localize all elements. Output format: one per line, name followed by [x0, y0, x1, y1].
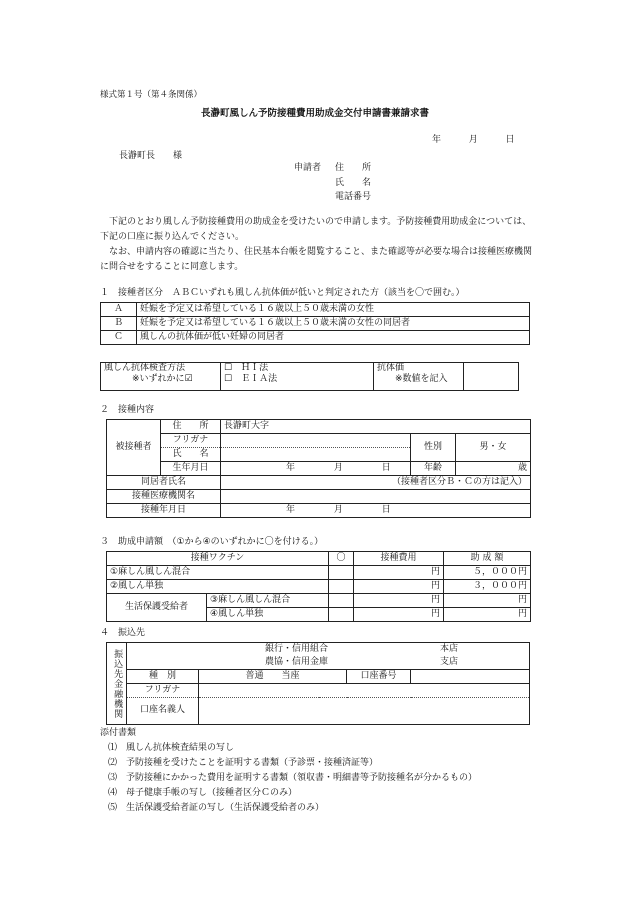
furigana-label: フリガナ [161, 434, 221, 448]
bank-name-field[interactable] [127, 643, 530, 670]
attachments-heading: 添付書類 [100, 728, 137, 738]
section2-heading: ２ 接種内容 [100, 405, 155, 415]
vd-day: 日 [381, 504, 391, 515]
test-method-options [221, 363, 374, 391]
name-field[interactable] [221, 448, 411, 462]
recipient-label: 被接種者 [107, 420, 161, 476]
col-amount-header: 助 成 額 [444, 552, 531, 566]
holder-furigana-label: フリガナ [127, 684, 199, 698]
section3-heading: ３ 助成申請額 （①から④のいずれかに〇を付ける。） [100, 537, 324, 547]
test-method-label: 風しん抗体検査方法 [104, 363, 186, 373]
attachment-item: ⑶ 予防接種にかかった費用を証明する書類（領収書・明細書等予防接種名が分かるもの） [108, 773, 478, 783]
applicant-phone-label: 電話番号 [335, 192, 372, 202]
attachment-item: ⑵ 予防接種を受けたことを証明する書類（予診票・接種済証等） [108, 758, 379, 768]
category-text: 風しんの抗体価が低い妊婦の同居者 [137, 331, 530, 345]
dob-field[interactable] [221, 462, 411, 476]
date-year: 年 [432, 135, 442, 145]
address-field[interactable]: 長瀞町大字 [221, 420, 531, 434]
eia-method-checkbox[interactable]: ☐ ＥＩＡ法 [224, 374, 278, 385]
attachment-item: ⑸ 生活保護受給者証の写し（生活保護受給者のみ） [108, 803, 325, 813]
vd-month: 月 [333, 504, 343, 515]
cost-field[interactable]: 円 [354, 594, 444, 608]
category-key: Ａ [101, 303, 137, 317]
document-title: 長瀞町風しん予防接種費用助成金交付申請書兼請求書 [200, 108, 429, 119]
account-type-field[interactable]: 普通 当座 [199, 670, 347, 684]
dob-day: 日 [381, 462, 391, 473]
applicant-address-label: 住 所 [335, 163, 372, 173]
col-vaccine-header: 接種ワクチン [107, 552, 329, 566]
category-key: Ｃ [101, 331, 137, 345]
category-row-a [101, 303, 530, 317]
agri-label: 農協・信用金庫 [265, 657, 329, 667]
category-text: 妊娠を予定又は希望している１６歳以上５０歳未満の女性 [137, 303, 530, 317]
vaccine-option: ②風しん単独 [107, 580, 329, 594]
account-holder-field[interactable] [199, 698, 530, 725]
addressee: 長瀞町長 様 [119, 151, 183, 161]
bank-union-label: 銀行・信用組合 [265, 644, 329, 654]
subsidy-amount: ３，０００円 [444, 580, 531, 594]
subsidy-row [107, 594, 531, 608]
welfare-label: 生活保護受給者 [107, 594, 207, 622]
titer-cell [374, 363, 464, 391]
col-mark-header: 〇 [329, 552, 354, 566]
subsidy-amount-field[interactable]: 円 [444, 608, 531, 622]
subsidy-amount-table [106, 551, 531, 622]
recipient-category-table [100, 302, 530, 345]
test-method-note: ※いずれかに☑ [132, 374, 193, 385]
sex-label: 性別 [411, 434, 456, 462]
subsidy-amount-field[interactable]: 円 [444, 594, 531, 608]
applicant-name-label: 氏 名 [335, 178, 372, 188]
vaccine-option: ③麻しん風しん混合 [207, 594, 329, 608]
cost-field[interactable]: 円 [354, 566, 444, 580]
category-text: 妊娠を予定又は希望している１６歳以上５０歳未満の女性の同居者 [137, 317, 530, 331]
bank-account-table [106, 642, 530, 725]
account-holder-label: 口座名義人 [127, 698, 199, 725]
category-row-c [101, 331, 530, 345]
dob-label: 生年月日 [161, 462, 221, 476]
cohabitant-label: 同居者氏名 [107, 476, 221, 490]
col-cost-header: 接種費用 [354, 552, 444, 566]
bank-side-label: 振込先金融機関 [107, 643, 127, 725]
vaccination-date-field[interactable] [221, 504, 531, 518]
form-number: 様式第１号（第４条関係） [100, 90, 203, 100]
select-mark-field[interactable] [329, 594, 354, 608]
date-day: 日 [505, 135, 515, 145]
applicant-label: 申請者 [294, 163, 322, 173]
attachment-item: ⑷ 母子健康手帳の写し（接種者区分Ｃのみ） [108, 788, 298, 798]
attachment-item: ⑴ 風しん抗体検査結果の写し [108, 743, 235, 753]
antibody-test-table [100, 362, 519, 391]
branch-label: 支店 [440, 657, 459, 667]
account-number-label: 口座番号 [347, 670, 411, 684]
date-month: 月 [468, 135, 478, 145]
category-key: Ｂ [101, 317, 137, 331]
vaccination-date-label: 接種年月日 [107, 504, 221, 518]
test-method-cell [101, 363, 221, 391]
sex-field[interactable]: 男・女 [456, 434, 531, 462]
facility-label: 接種医療機関名 [107, 490, 221, 504]
vd-year: 年 [286, 504, 296, 515]
cohabitant-field[interactable]: （接種者区分Ｂ・Ｃの方は記入） [221, 476, 531, 490]
subsidy-row [107, 566, 531, 580]
age-label: 年齢 [411, 462, 456, 476]
section4-heading: ４ 振込先 [100, 628, 146, 638]
select-mark-field[interactable] [329, 608, 354, 622]
furigana-field[interactable] [221, 434, 411, 448]
head-office-label: 本店 [440, 644, 459, 654]
vaccine-option: ①麻しん風しん混合 [107, 566, 329, 580]
section1-heading: １ 接種者区分 ＡＢＣいずれも風しん抗体価が低いと判定された方（該当を〇で囲む。） [100, 288, 465, 298]
category-row-b [101, 317, 530, 331]
date-line [432, 135, 515, 146]
intro-paragraph-1: 下記のとおり風しん予防接種費用の助成金を受けたいので申請します。予防接種費用助成金については、下記の口座に振り込んでください。 [100, 217, 532, 242]
titer-note: ※数値を記入 [395, 374, 448, 385]
vaccination-details-table [106, 419, 531, 518]
cost-field[interactable]: 円 [354, 580, 444, 594]
account-type-label: 種 別 [127, 670, 199, 684]
vaccine-option: ④風しん単独 [207, 608, 329, 622]
cost-field[interactable]: 円 [354, 608, 444, 622]
address-label: 住 所 [161, 420, 221, 434]
dob-month: 月 [333, 462, 343, 473]
hi-method-checkbox[interactable]: ☐ ＨＩ法 [224, 363, 269, 373]
subsidy-row [107, 580, 531, 594]
subsidy-amount: ５，０００円 [444, 566, 531, 580]
name-label: 氏 名 [161, 448, 221, 462]
dob-year: 年 [286, 462, 296, 473]
account-number-field[interactable] [411, 670, 530, 684]
age-field[interactable]: 歳 [456, 462, 531, 476]
holder-furigana-field[interactable] [199, 684, 530, 698]
titer-label: 抗体価 [377, 363, 405, 373]
select-mark-field[interactable] [329, 580, 354, 594]
intro-paragraph-2: なお、申請内容の確認に当たり、住民基本台帳を閲覧すること、また確認等が必要な場合は接種医療機関に問合せをすることに同意します。 [100, 247, 533, 272]
titer-value-field[interactable] [464, 363, 519, 391]
select-mark-field[interactable] [329, 566, 354, 580]
facility-field[interactable] [221, 490, 531, 504]
